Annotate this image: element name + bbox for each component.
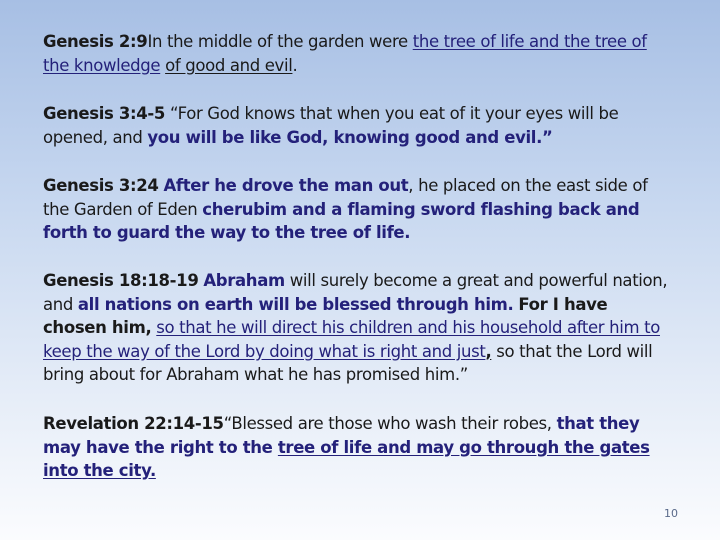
scripture-reference: Genesis 18:18-19 (43, 271, 199, 290)
passage-genesis-18-18-19 (43, 269, 673, 387)
passage-text-segment: In the middle of the garden were (147, 32, 413, 51)
passage-text-segment: that they may have the right to the (43, 414, 640, 457)
passage-genesis-2-9 (43, 30, 673, 77)
passage-text-segment: all nations on earth will be blessed through him. (77, 294, 514, 314)
passage-text-segment: cherubim and a flaming sword flashing back and forth to guard the way to the tree of life. (43, 199, 640, 242)
passage-text-segment: the tree of life and the tree of the knowledge (43, 32, 647, 75)
passage-text-segment: . (292, 55, 298, 75)
passage-genesis-3-24 (43, 174, 673, 245)
passage-text-segment: , he placed on the east side of the Garden of Eden (43, 176, 648, 219)
passage-text-segment: you will be like God, knowing good and evil.” (147, 127, 553, 147)
scripture-reference: Genesis 2:9 (43, 32, 148, 51)
passage-text-segment: “Blessed are those who wash their robes, (223, 414, 557, 433)
passage-text-segment: so that the Lord will bring about for Abraham what he has promised him.” (43, 341, 653, 384)
passage-text-segment: After he drove the man out (163, 176, 409, 195)
passage-revelation-22-14-15 (43, 412, 673, 483)
passage-text-segment: , (485, 341, 492, 361)
passage-text-segment: “For God knows that when you eat of it your eyes will be opened, and (43, 104, 619, 147)
passage-text-segment: of good and evil (165, 55, 293, 75)
passage-text-segment: For I have chosen him, (43, 294, 608, 337)
scripture-reference: Genesis 3:4-5 (43, 104, 166, 123)
passage-text-segment: will surely become a great and powerful nation, and (43, 271, 668, 314)
passage-text-segment: so that he will direct his children and his household after him to keep the way of the Lord by doing what is right and just (43, 318, 660, 361)
scripture-reference: Revelation 22:14-15 (43, 414, 224, 433)
passage-text-segment: Abraham (203, 271, 285, 290)
scripture-reference: Genesis 3:24 (43, 176, 159, 195)
passage-genesis-3-4-5 (43, 102, 673, 149)
page-number: 10 (664, 507, 678, 520)
passage-text-segment: tree of life and may go through the gates into the city. (43, 437, 650, 480)
